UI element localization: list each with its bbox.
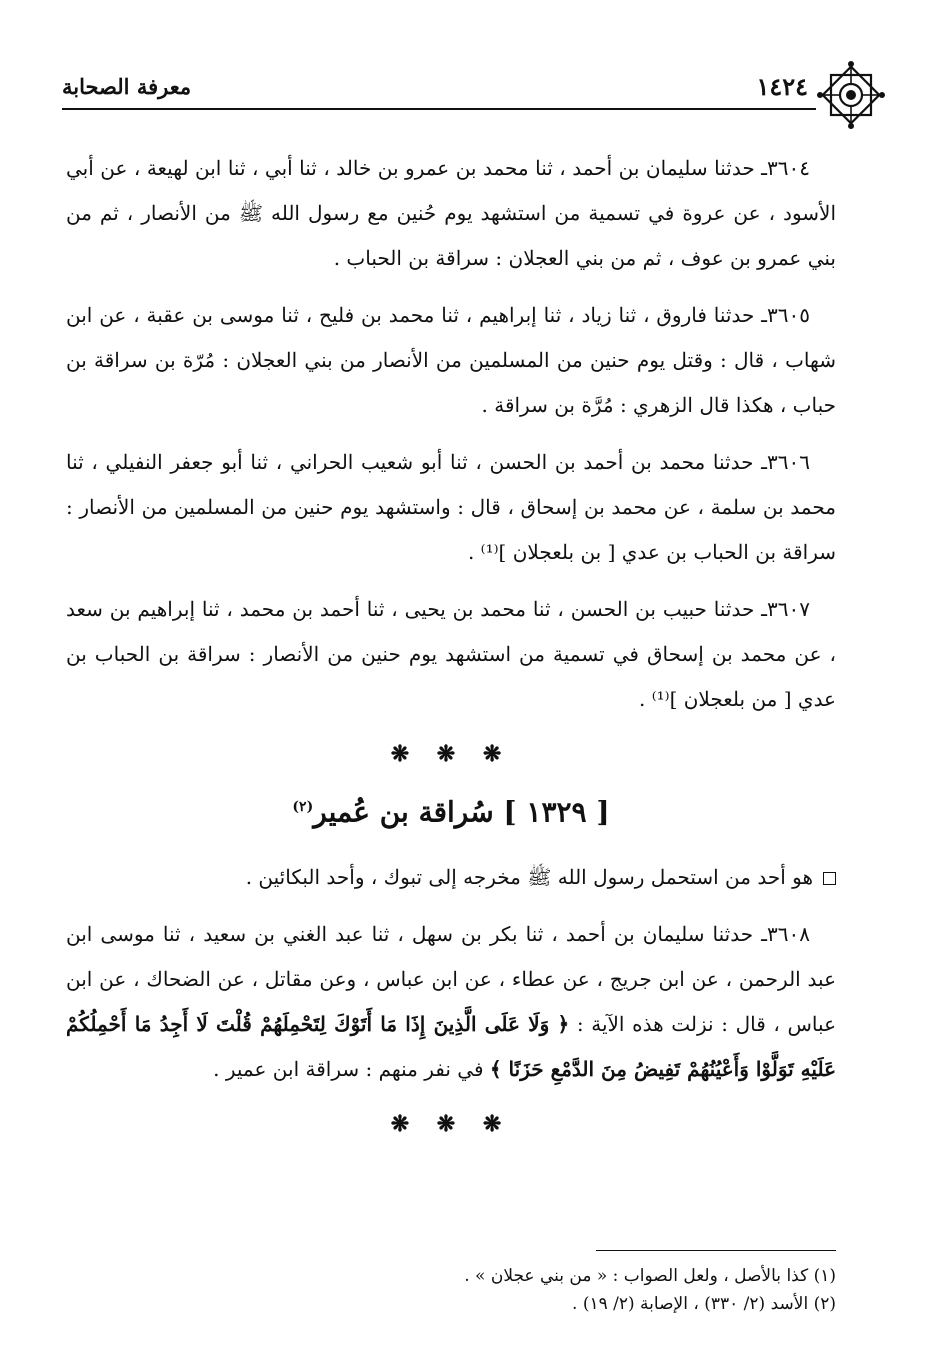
square-bullet-icon	[823, 872, 836, 885]
hadith-text: ٣٦٠٨ـ حدثنا سليمان بن أحمد ، ثنا بكر بن سهل ، ثنا عبد الغني بن سعيد ، ثنا موسى ابن عبد الرحمن ، عن ابن جريج ، عن عطاء ، عن ابن عباس ، وعن مقاتل ، عن الضحاك ، عن ابن عباس ، قال : نزلت هذه الآية :	[66, 922, 836, 1037]
header-divider	[62, 108, 816, 110]
hadith-text-end: في نفر منهم : سراقة ابن عمير .	[213, 1057, 490, 1082]
section-separator-end: ❋ ❋ ❋	[390, 1111, 512, 1138]
page-number: ١٤٢٤	[756, 72, 808, 101]
running-title: معرفة الصحابة	[62, 74, 192, 99]
hadith-paragraph: ٣٦٠٦ـ حدثنا محمد بن أحمد بن الحسن ، ثنا أبو شعيب الحراني ، ثنا أبو جعفر النفيلي ، ثنا محمد بن سلمة ، عن محمد بن إسحاق ، قال : واستشهد يوم حنين من المسلمين من الأنصار : سراقة بن الحباب بن عدي [ بن بلعجلان ]⁽¹⁾ .	[66, 450, 836, 564]
hadith-paragraph	[66, 912, 836, 1092]
section-title	[66, 782, 836, 837]
hadith-paragraph: ٣٦٠٧ـ حدثنا حبيب بن الحسن ، ثنا محمد بن يحيى ، ثنا أحمد بن محمد ، ثنا إبراهيم بن سعد ، عن محمد بن إسحاق في تسمية من استشهد يوم حنين من الأنصار : سراقة بن الحباب بن عدي [ من بلعجلان ]⁽¹⁾ .	[66, 597, 836, 711]
hadith-paragraph: ٣٦٠٤ـ حدثنا سليمان بن أحمد ، ثنا محمد بن عمرو بن خالد ، ثنا أبي ، ثنا ابن لهيعة ، عن أبي الأسود ، عن عروة في تسمية من استشهد يوم حُنين مع رسول الله ﷺ من الأنصار ، ثم من بني عمرو بن عوف ، ثم من بني العجلان : سراقة بن الحباب .	[66, 156, 836, 270]
page-body	[66, 146, 836, 1144]
footnotes	[66, 1262, 836, 1318]
page-header	[62, 60, 886, 130]
footnote-divider	[596, 1250, 836, 1251]
section-separator: ❋ ❋ ❋	[390, 741, 512, 767]
footnote: (٢) الأسد (٢/ ٣٣٠) ، الإصابة (٢/ ١٩) .	[572, 1294, 836, 1314]
star-ornament-icon	[816, 60, 886, 130]
footnote-marker: (٢)	[292, 799, 314, 815]
section-title-text: [ ١٣٢٩ ] سُراقة بن عُمير	[313, 795, 610, 829]
biography-note	[66, 855, 836, 900]
footnote: (١) كذا بالأصل ، ولعل الصواب : « من بني عجلان » .	[464, 1266, 836, 1286]
biography-note-text: هو أحد من استحمل رسول الله ﷺ مخرجه إلى تبوك ، وأحد البكائين .	[245, 865, 813, 890]
quran-verse: ﴿ وَلَا عَلَى الَّذِينَ إِذَا مَا أَتَوْكَ لِتَحْمِلَهُمْ قُلْتَ لَا أَجِدُ مَا أَحْمِلُكُمْ عَلَيْهِ تَوَلَّوْا وَأَعْيُنُهُمْ تَفِيضُ مِنَ الدَّمْعِ حَزَنًا ﴾	[66, 1012, 836, 1082]
hadith-paragraph: ٣٦٠٥ـ حدثنا فاروق ، ثنا زياد ، ثنا إبراهيم ، ثنا محمد بن فليح ، ثنا موسى بن عقبة ، عن ابن شهاب ، قال : وقتل يوم حنين من المسلمين من الأنصار من بني العجلان : مُرّة بن سراقة بن حباب ، هكذا قال الزهري : مُرَّة بن سراقة .	[66, 303, 836, 417]
